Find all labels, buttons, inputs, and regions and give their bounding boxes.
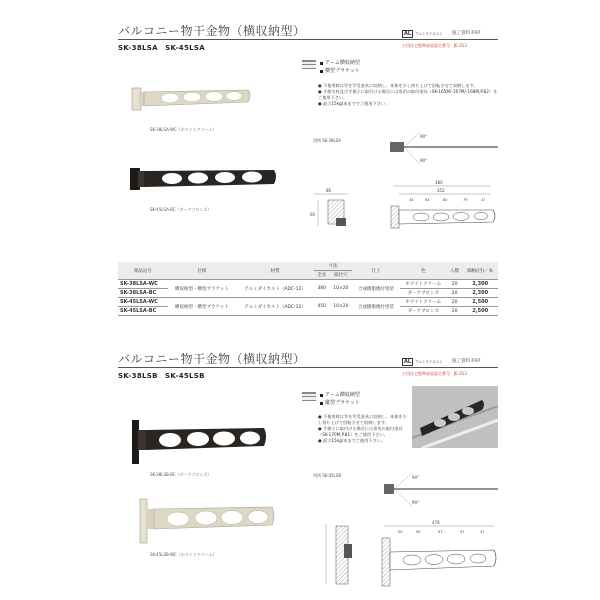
cell-finish: 合成樹脂焼付塗装	[352, 298, 399, 316]
cell-spec: 横収納型・横型ブラケット	[168, 298, 237, 316]
side-dim: 60	[310, 212, 316, 217]
side-view-drawing-2	[318, 520, 358, 590]
bullet-text: 手摺支柱及び手摺子に取付ける場合には専用の取付金具（SK-165M/-167M/-168M,P.82）をご使用下さい。	[318, 89, 498, 100]
section1-title: バルコニー物干金物（横収納型）	[118, 24, 306, 38]
header-qty: 入数	[447, 262, 462, 280]
certification-note: 公団住宅標準部品認定番号 JE-313	[402, 43, 467, 48]
spec-table	[118, 262, 498, 316]
material-badge-al: AL	[404, 359, 412, 365]
segment-dim: 90	[416, 530, 421, 534]
section1-features	[320, 59, 360, 75]
section1-models: SK-38LSA SK-45LSA	[118, 44, 205, 52]
header-finish: 仕上	[352, 262, 399, 280]
cell-price: 2,500	[462, 298, 498, 307]
cell-code: SK-38LSA-BC	[118, 289, 168, 298]
material-badge-text: アルミダイカスト	[415, 31, 443, 36]
product-photo-cream-vertical	[134, 497, 276, 545]
cell-code: SK-38LSA-WC	[118, 280, 168, 289]
divider	[118, 367, 498, 368]
drawing-label-2: 図例 SK-45LSB	[313, 473, 342, 478]
bullet-text: 手摺子に取付ける場合には専用の取付金具（SK-170M,P.81）をご使用下さい。	[318, 426, 403, 437]
segment-dim: 80	[443, 198, 448, 202]
material-badge-al: AL	[404, 31, 412, 37]
reference-link[interactable]: 施工資料 P.97	[452, 359, 481, 364]
segment-dim: 97	[460, 530, 465, 534]
section2-bullets: ● 不使用時は竿を竿受金具に収納し、本体を少し持ち上げて回転させて収納します。 ● 手摺子に取付ける場合には専用の取付金具（SK-170M,P.81）をご使用下さい。 ● 最大15kg/本までご使用下さい。	[318, 414, 407, 443]
segment-dim: 50	[398, 530, 403, 534]
bullet-text: 不使用時は竿を竿受金具に収納し、本体を少し持ち上げて回転させて収納します。	[318, 414, 407, 425]
material-badge	[402, 30, 443, 38]
certification-note: 公団住宅標準部品認定番号 JE-313	[402, 371, 467, 376]
cell-qty: 20	[447, 289, 462, 298]
product-photo-cream	[130, 82, 254, 118]
drawing-label-1: 図例 SK-38LSA	[313, 138, 342, 143]
cell-price: 2,300	[462, 289, 498, 298]
segment-dim: 97	[438, 530, 443, 534]
header-dims: 寸法	[314, 262, 352, 271]
segment-dim: 79	[463, 198, 468, 202]
cell-length: 380	[314, 280, 329, 298]
caption-sk38lsa-wc: SK-38LSA-WC（ホワイトクリーム）	[150, 127, 217, 132]
cell-finish: 合成樹脂焼付塗装	[352, 280, 399, 298]
product-photo-bronze	[128, 162, 278, 198]
material-badge	[402, 358, 443, 366]
header-color: 色	[400, 262, 447, 280]
section2-features	[320, 391, 360, 407]
section1-bullets: ● 不使用時は竿を竿受金具に収納し、本体を少し持ち上げて回転させて収納します。 ● 手摺支柱及び手摺子に取付ける場合には専用の取付金具（SK-165M/-167M/-168M,P.82）をご使用下さい。 ● 最大15kg/本まででご使用下さい。	[318, 83, 498, 106]
divider	[118, 39, 498, 40]
cell-price: 2,300	[462, 280, 498, 289]
section2-models: SK-38LSB SK-45LSB	[118, 372, 205, 380]
side-dim: 86	[326, 188, 332, 193]
cell-material: アルミダイカスト（ADC-12）	[236, 280, 314, 298]
subheader-length: 全長	[314, 271, 329, 280]
segment-dim: 47	[480, 530, 485, 534]
top-view-drawing-2	[370, 470, 500, 510]
segment-dim: 47	[481, 198, 486, 202]
cell-hole: 10×20	[329, 280, 352, 298]
cell-price: 2,500	[462, 307, 498, 316]
front-view-drawing-1	[385, 180, 500, 240]
header-material: 材質	[236, 262, 314, 280]
feature-item: アーム横収納型	[325, 60, 360, 66]
angle-label: 90°	[420, 134, 428, 139]
bullet-text: 不使用時は竿を竿受金具に収納し、本体を少し持ち上げて回転させて収納します。	[323, 83, 478, 88]
top-view-drawing-1	[380, 130, 500, 170]
caption-sk45lsb-wc: SK-45LSB-WC（ホワイトクリーム）	[150, 552, 217, 557]
cell-qty: 20	[447, 298, 462, 307]
overall-dim: 478	[432, 520, 440, 525]
angle-label: 90°	[412, 475, 420, 480]
width-dim: 352	[437, 188, 445, 193]
section2-title: バルコニー物干金物（横収納型）	[118, 352, 306, 366]
front-view-drawing-2	[376, 520, 500, 590]
segment-dim: 44	[409, 198, 414, 202]
cell-qty: 20	[447, 307, 462, 316]
bullet-text: 最大15kg/本まででご使用下さい。	[323, 101, 390, 106]
cell-code: SK-45LSA-WC	[118, 298, 168, 307]
feature-icon	[302, 392, 316, 401]
feature-item: アーム横収納型	[325, 392, 360, 398]
overall-dim: 380	[435, 180, 443, 185]
cell-qty: 20	[447, 280, 462, 289]
header-code: 商品記号	[118, 262, 168, 280]
header-price: 価格(円)／本	[462, 262, 498, 280]
bullet-text: 最大15kg/本までご使用下さい。	[323, 438, 386, 443]
cell-color: ホワイトクリーム	[400, 280, 447, 289]
cell-hole: 10×20	[329, 298, 352, 316]
material-badge-text: アルミダイカスト	[415, 359, 443, 364]
angle-label: 90°	[420, 158, 428, 163]
cell-color: ダークブロンズ	[400, 289, 447, 298]
cell-spec: 横収納型・横型ブラケット	[168, 280, 237, 298]
subheader-hole: 取付穴	[329, 271, 352, 280]
cell-material: アルミダイカスト（ADC-12）	[236, 298, 314, 316]
caption-sk45lsa-bc: SK-45LSA-BC（ダークブロンズ）	[150, 207, 212, 212]
feature-item: 縦型ブラケット	[325, 400, 360, 406]
reference-link[interactable]: 施工資料 P.97	[452, 31, 481, 36]
cell-code: SK-45LSA-BC	[118, 307, 168, 316]
cell-color: ダークブロンズ	[400, 307, 447, 316]
cell-color: ホワイトクリーム	[400, 298, 447, 307]
angle-label: 90°	[412, 500, 420, 505]
feature-icon	[302, 60, 316, 69]
caption-sk38lsb-bc: SK-38LSB-BC（ダークブロンズ）	[150, 472, 212, 477]
segment-dim: 64	[425, 198, 430, 202]
side-view-drawing-1	[308, 188, 353, 238]
header-spec: 仕様	[168, 262, 237, 280]
cell-length: 450	[314, 298, 329, 316]
feature-item: 横型ブラケット	[325, 68, 360, 74]
installation-photo	[412, 386, 498, 448]
table-row	[118, 298, 498, 307]
product-photo-bronze-vertical	[126, 418, 268, 466]
table-row	[118, 280, 498, 289]
